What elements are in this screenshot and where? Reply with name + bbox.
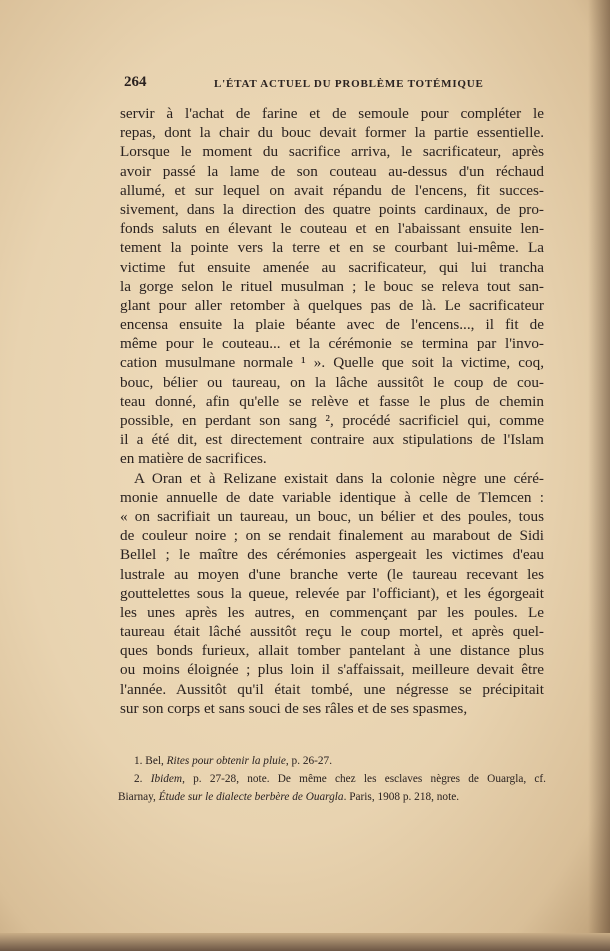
text-line: de couleur noire ; on se rendait finalement au marabout de Sidi: [120, 527, 544, 545]
text-line: A Oran et à Relizane existait dans la colonie nègre une céré-: [134, 469, 544, 487]
text-line: bouc, bélier ou taureau, on la lâche aussitôt le coup de cou-: [120, 373, 544, 391]
text-line: les unes après les autres, en commençant par les poules. Le: [120, 603, 544, 621]
footnote-number: 2.: [134, 773, 143, 785]
text-line: fonds saluts en élevant le couteau et en l'abaissant ensuite len-: [120, 220, 544, 238]
body-text: [120, 104, 544, 718]
footnote-number: 1.: [134, 755, 143, 767]
text-line: servir à l'achat de farine et de semoule pour compléter le: [120, 105, 544, 122]
text-line: encensa ensuite la plaie béante avec de l'encens..., il fit de: [120, 316, 544, 334]
page-bottom-edge: [0, 933, 610, 951]
footnote-title: Étude sur le dialecte berbère de Ouargla: [158, 791, 344, 803]
footnote-2-cont: [118, 788, 546, 806]
footnote-text: . Paris, 1908 p. 218, note.: [343, 791, 460, 803]
footnote-2: [118, 770, 546, 788]
page-edge-shadow: [588, 0, 610, 951]
text-line: lustrale au moyen d'une branche verte (le taureau recevant les: [120, 565, 544, 583]
text-line: Bellel ; le maître des cérémonies aspergeait les victimes d'eau: [120, 546, 544, 564]
text-line: taureau était lâché aussitôt reçu le coup mortel, et après quel-: [120, 623, 544, 641]
text-line: ou moins éloignée ; plus loin il s'affaissait, meilleure devait être: [120, 661, 544, 679]
text-line: avoir passé la lame de son couteau au-dessus d'un réchaud: [120, 162, 544, 180]
footnote-1: [118, 752, 546, 770]
footnote-text: Bel,: [142, 755, 167, 767]
footnote-title: Rites pour obtenir la pluie: [166, 755, 286, 767]
text-line: Lorsque le moment du sacrifice arriva, le sacrificateur, après: [120, 143, 544, 161]
text-line: sur son corps et sans souci de ses râles et de ses spasmes,: [120, 699, 468, 717]
text-line: sivement, dans la direction des quatre points cardinaux, de pro-: [120, 200, 544, 218]
footnotes: [118, 752, 546, 806]
text-line: il a été dit, est directement contraire aux stipulations de l'Islam: [120, 431, 544, 449]
text-line: « on sacrifiait un taureau, un bouc, un bélier et des poules, tous: [120, 507, 544, 525]
text-line: l'année. Aussitôt qu'il était tombé, une négresse se précipitait: [120, 680, 544, 698]
text-line: possible, en perdant son sang ², procédé sacrificiel qui, comme: [120, 412, 544, 429]
text-line: monie annuelle de date variable identique à celle de Tlemcen :: [120, 488, 544, 506]
text-line: victime fut ensuite amenée au sacrificateur, qui lui trancha: [120, 258, 544, 276]
footnote-text: Biarnay,: [118, 791, 159, 803]
page-number: 264: [124, 74, 147, 90]
text-line: repas, dont la chair du bouc devait former la partie essentielle.: [120, 124, 544, 142]
text-line: allumé, et sur lequel on avait répandu de l'encens, fit succes-: [120, 181, 544, 199]
page-header: [124, 74, 544, 94]
footnote-title: Ibidem: [150, 773, 183, 785]
running-head: L'ÉTAT ACTUEL DU PROBLÈME TOTÉMIQUE: [214, 78, 484, 90]
text-line: même pour le couteau... et la cérémonie se termina par l'invo-: [120, 335, 544, 353]
footnote-text: , p. 26-27.: [285, 755, 333, 767]
text-line: cation musulmane normale ¹ ». Quelle que soit la victime, coq,: [120, 354, 544, 372]
text-line: glant pour aller retomber à quelques pas de là. Le sacrificateur: [120, 296, 544, 314]
text-line: en matière de sacrifices.: [120, 450, 267, 468]
text-line: gouttelettes sous la queue, relevée par l'officiant), et les égorgeait: [120, 584, 544, 602]
text-line: ques bonds furieux, allait tomber pantelant à une distance plus: [120, 642, 544, 660]
text-line: tement la pointe vers la terre et en se courbant lui-même. La: [120, 239, 544, 257]
footnote-text: , p. 27-28, note. De même chez les esclaves nègres de Ouargla, cf.: [182, 773, 546, 785]
text-line: teau donné, afin qu'elle se relève et fasse le plus de chemin: [120, 392, 544, 410]
text-line: la gorge selon le rituel musulman ; le bouc se releva tout san-: [120, 277, 544, 295]
